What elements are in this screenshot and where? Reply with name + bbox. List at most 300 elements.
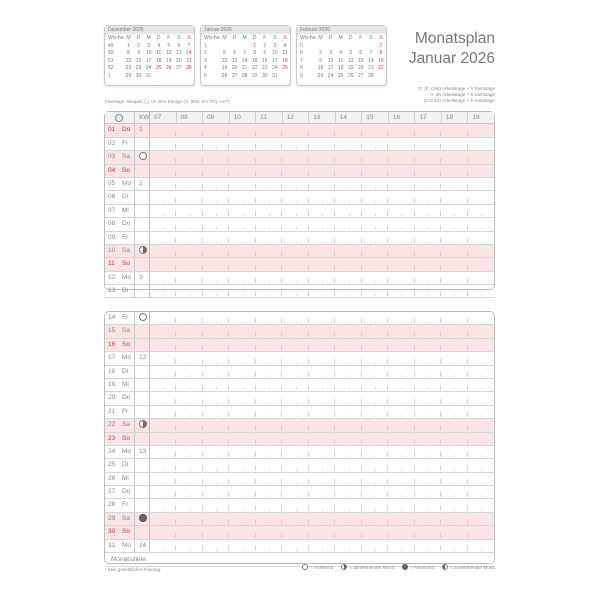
hour-slot[interactable] <box>176 339 202 351</box>
hour-slot[interactable] <box>203 526 229 538</box>
hour-slot[interactable] <box>229 419 255 431</box>
hour-slot[interactable] <box>362 258 388 270</box>
hour-slot[interactable] <box>441 419 467 431</box>
hour-slot[interactable] <box>229 165 255 177</box>
hour-slot[interactable] <box>335 285 361 297</box>
hour-slot[interactable] <box>309 191 335 203</box>
hour-slot[interactable] <box>362 232 388 244</box>
hour-slot[interactable] <box>335 232 361 244</box>
hour-slot[interactable] <box>441 446 467 458</box>
hour-slot[interactable] <box>176 165 202 177</box>
hour-slot[interactable] <box>282 312 308 324</box>
hour-slot[interactable] <box>388 486 414 498</box>
hour-slot[interactable] <box>229 312 255 324</box>
hour-slot[interactable] <box>229 392 255 404</box>
day-row[interactable] <box>105 540 494 553</box>
hour-slot[interactable] <box>309 499 335 511</box>
hour-slot[interactable] <box>150 540 176 552</box>
hour-slot[interactable] <box>362 339 388 351</box>
hour-slot[interactable] <box>176 459 202 471</box>
day-row[interactable] <box>105 218 494 231</box>
hour-slot[interactable] <box>282 366 308 378</box>
hour-slot[interactable] <box>388 526 414 538</box>
day-row[interactable] <box>105 124 494 137</box>
hour-slot[interactable] <box>282 285 308 297</box>
hour-slot[interactable] <box>203 218 229 230</box>
hour-slot[interactable] <box>415 392 441 404</box>
hour-slot[interactable] <box>282 352 308 364</box>
hour-slot[interactable] <box>282 165 308 177</box>
hour-slot[interactable] <box>309 513 335 525</box>
day-row[interactable] <box>105 205 494 218</box>
hour-slots[interactable] <box>150 526 494 538</box>
hour-slots[interactable] <box>150 446 494 458</box>
hour-slot[interactable] <box>229 446 255 458</box>
hour-slot[interactable] <box>229 379 255 391</box>
hour-slot[interactable] <box>256 205 282 217</box>
hour-slot[interactable] <box>388 379 414 391</box>
hour-slot[interactable] <box>309 406 335 418</box>
hour-slot[interactable] <box>335 459 361 471</box>
hour-slot[interactable] <box>362 513 388 525</box>
hour-slot[interactable] <box>309 433 335 445</box>
hour-slot[interactable] <box>176 379 202 391</box>
hour-slot[interactable] <box>203 540 229 552</box>
hour-slot[interactable] <box>468 124 494 136</box>
hour-slot[interactable] <box>309 245 335 257</box>
hour-slots[interactable] <box>150 433 494 445</box>
hour-slot[interactable] <box>468 272 494 284</box>
hour-slot[interactable] <box>362 406 388 418</box>
hour-slot[interactable] <box>468 232 494 244</box>
day-row[interactable] <box>105 406 494 419</box>
hour-slot[interactable] <box>256 151 282 163</box>
hour-slot[interactable] <box>441 191 467 203</box>
hour-slot[interactable] <box>388 433 414 445</box>
hour-slot[interactable] <box>468 245 494 257</box>
day-row[interactable] <box>105 165 494 178</box>
hour-slot[interactable] <box>150 406 176 418</box>
hour-slot[interactable] <box>256 499 282 511</box>
hour-slot[interactable] <box>441 352 467 364</box>
hour-slots[interactable] <box>150 540 494 552</box>
hour-slot[interactable] <box>282 151 308 163</box>
hour-slot[interactable] <box>203 473 229 485</box>
hour-slot[interactable] <box>229 138 255 150</box>
hour-slot[interactable] <box>362 124 388 136</box>
hour-slot[interactable] <box>203 191 229 203</box>
day-row[interactable] <box>105 285 494 298</box>
hour-slot[interactable] <box>176 312 202 324</box>
hour-slot[interactable] <box>282 473 308 485</box>
day-row[interactable] <box>105 138 494 151</box>
hour-slot[interactable] <box>256 258 282 270</box>
hour-slot[interactable] <box>282 419 308 431</box>
hour-slot[interactable] <box>203 178 229 190</box>
hour-slot[interactable] <box>229 178 255 190</box>
hour-slot[interactable] <box>335 499 361 511</box>
hour-slot[interactable] <box>203 312 229 324</box>
hour-slot[interactable] <box>256 379 282 391</box>
hour-slot[interactable] <box>468 205 494 217</box>
hour-slot[interactable] <box>203 486 229 498</box>
day-row[interactable] <box>105 312 494 325</box>
hour-slot[interactable] <box>282 526 308 538</box>
hour-slot[interactable] <box>229 325 255 337</box>
hour-slot[interactable] <box>309 138 335 150</box>
hour-slot[interactable] <box>441 312 467 324</box>
hour-slot[interactable] <box>150 379 176 391</box>
hour-slot[interactable] <box>256 272 282 284</box>
hour-slots[interactable] <box>150 499 494 511</box>
hour-slot[interactable] <box>362 312 388 324</box>
hour-slot[interactable] <box>282 433 308 445</box>
hour-slot[interactable] <box>176 366 202 378</box>
hour-slot[interactable] <box>150 486 176 498</box>
hour-slot[interactable] <box>362 178 388 190</box>
hour-slot[interactable] <box>468 473 494 485</box>
day-row[interactable] <box>105 178 494 191</box>
hour-slot[interactable] <box>388 165 414 177</box>
hour-slot[interactable] <box>441 232 467 244</box>
hour-slot[interactable] <box>229 499 255 511</box>
hour-slot[interactable] <box>441 499 467 511</box>
hour-slot[interactable] <box>388 258 414 270</box>
hour-slot[interactable] <box>256 191 282 203</box>
hour-slot[interactable] <box>441 366 467 378</box>
hour-slot[interactable] <box>150 124 176 136</box>
day-row[interactable] <box>105 232 494 245</box>
hour-slot[interactable] <box>150 392 176 404</box>
hour-slot[interactable] <box>362 499 388 511</box>
hour-slot[interactable] <box>468 285 494 297</box>
hour-slot[interactable] <box>309 312 335 324</box>
hour-slot[interactable] <box>282 138 308 150</box>
hour-slot[interactable] <box>335 540 361 552</box>
hour-slots[interactable] <box>150 459 494 471</box>
hour-slot[interactable] <box>229 151 255 163</box>
hour-slot[interactable] <box>441 151 467 163</box>
hour-slot[interactable] <box>388 392 414 404</box>
hour-slots[interactable] <box>150 258 494 270</box>
hour-slot[interactable] <box>256 459 282 471</box>
hour-slot[interactable] <box>441 379 467 391</box>
hour-slot[interactable] <box>468 178 494 190</box>
hour-slot[interactable] <box>468 258 494 270</box>
hour-slot[interactable] <box>309 446 335 458</box>
hour-slot[interactable] <box>256 138 282 150</box>
hour-slot[interactable] <box>309 178 335 190</box>
hour-slot[interactable] <box>229 473 255 485</box>
hour-slot[interactable] <box>256 218 282 230</box>
hour-slot[interactable] <box>256 513 282 525</box>
hour-slot[interactable] <box>282 339 308 351</box>
hour-slot[interactable] <box>176 218 202 230</box>
hour-slot[interactable] <box>229 459 255 471</box>
hour-slot[interactable] <box>335 205 361 217</box>
hour-slot[interactable] <box>415 205 441 217</box>
hour-slot[interactable] <box>150 526 176 538</box>
hour-slot[interactable] <box>441 218 467 230</box>
hour-slot[interactable] <box>415 138 441 150</box>
hour-slot[interactable] <box>229 272 255 284</box>
hour-slot[interactable] <box>150 151 176 163</box>
hour-slot[interactable] <box>150 285 176 297</box>
day-row[interactable] <box>105 325 494 338</box>
hour-slot[interactable] <box>282 486 308 498</box>
hour-slot[interactable] <box>150 232 176 244</box>
hour-slot[interactable] <box>468 526 494 538</box>
hour-slot[interactable] <box>203 366 229 378</box>
hour-slot[interactable] <box>282 325 308 337</box>
hour-slot[interactable] <box>441 486 467 498</box>
hour-slot[interactable] <box>150 138 176 150</box>
hour-slot[interactable] <box>176 178 202 190</box>
hour-slot[interactable] <box>256 339 282 351</box>
day-row[interactable] <box>105 473 494 486</box>
hour-slot[interactable] <box>176 245 202 257</box>
day-row[interactable] <box>105 366 494 379</box>
hour-slots[interactable] <box>150 232 494 244</box>
hour-slot[interactable] <box>256 366 282 378</box>
hour-slot[interactable] <box>176 433 202 445</box>
hour-slot[interactable] <box>468 366 494 378</box>
hour-slot[interactable] <box>309 339 335 351</box>
hour-slot[interactable] <box>203 258 229 270</box>
hour-slot[interactable] <box>468 486 494 498</box>
hour-slots[interactable] <box>150 178 494 190</box>
hour-slot[interactable] <box>176 232 202 244</box>
hour-slot[interactable] <box>309 473 335 485</box>
hour-slot[interactable] <box>362 352 388 364</box>
hour-slot[interactable] <box>203 151 229 163</box>
hour-slot[interactable] <box>282 178 308 190</box>
hour-slot[interactable] <box>468 339 494 351</box>
hour-slot[interactable] <box>415 366 441 378</box>
hour-slot[interactable] <box>256 433 282 445</box>
hour-slot[interactable] <box>335 366 361 378</box>
hour-slot[interactable] <box>362 433 388 445</box>
hour-slot[interactable] <box>256 392 282 404</box>
hour-slots[interactable] <box>150 419 494 431</box>
hour-slots[interactable] <box>150 379 494 391</box>
hour-slot[interactable] <box>282 191 308 203</box>
hour-slot[interactable] <box>150 352 176 364</box>
hour-slot[interactable] <box>309 124 335 136</box>
hour-slot[interactable] <box>468 446 494 458</box>
hour-slot[interactable] <box>468 433 494 445</box>
hour-slot[interactable] <box>335 165 361 177</box>
hour-slot[interactable] <box>335 272 361 284</box>
hour-slot[interactable] <box>176 352 202 364</box>
hour-slot[interactable] <box>468 379 494 391</box>
hour-slot[interactable] <box>468 191 494 203</box>
hour-slot[interactable] <box>282 540 308 552</box>
hour-slot[interactable] <box>415 446 441 458</box>
hour-slot[interactable] <box>362 272 388 284</box>
hour-slot[interactable] <box>203 285 229 297</box>
hour-slot[interactable] <box>203 165 229 177</box>
hour-slot[interactable] <box>468 459 494 471</box>
hour-slot[interactable] <box>335 138 361 150</box>
hour-slot[interactable] <box>415 325 441 337</box>
hour-slot[interactable] <box>229 352 255 364</box>
hour-slot[interactable] <box>150 245 176 257</box>
day-row[interactable] <box>105 433 494 446</box>
hour-slot[interactable] <box>150 459 176 471</box>
hour-slot[interactable] <box>229 205 255 217</box>
hour-slot[interactable] <box>335 339 361 351</box>
hour-slot[interactable] <box>203 499 229 511</box>
hour-slot[interactable] <box>415 218 441 230</box>
hour-slot[interactable] <box>362 151 388 163</box>
hour-slot[interactable] <box>362 165 388 177</box>
hour-slot[interactable] <box>415 165 441 177</box>
hour-slots[interactable] <box>150 473 494 485</box>
hour-slot[interactable] <box>441 473 467 485</box>
hour-slot[interactable] <box>335 406 361 418</box>
hour-slot[interactable] <box>203 392 229 404</box>
hour-slot[interactable] <box>176 513 202 525</box>
day-row[interactable] <box>105 459 494 472</box>
hour-slot[interactable] <box>468 392 494 404</box>
hour-slot[interactable] <box>388 285 414 297</box>
hour-slot[interactable] <box>309 165 335 177</box>
hour-slots[interactable] <box>150 325 494 337</box>
hour-slot[interactable] <box>335 124 361 136</box>
hour-slot[interactable] <box>388 191 414 203</box>
hour-slot[interactable] <box>415 312 441 324</box>
hour-slot[interactable] <box>415 473 441 485</box>
hour-slot[interactable] <box>309 392 335 404</box>
day-row[interactable] <box>105 272 494 285</box>
hour-slot[interactable] <box>203 379 229 391</box>
hour-slot[interactable] <box>203 513 229 525</box>
hour-slot[interactable] <box>441 285 467 297</box>
hour-slot[interactable] <box>388 406 414 418</box>
hour-slot[interactable] <box>150 165 176 177</box>
hour-slot[interactable] <box>441 178 467 190</box>
hour-slot[interactable] <box>388 232 414 244</box>
hour-slot[interactable] <box>150 218 176 230</box>
hour-slot[interactable] <box>388 138 414 150</box>
hour-slots[interactable] <box>150 205 494 217</box>
hour-slot[interactable] <box>388 499 414 511</box>
hour-slot[interactable] <box>415 258 441 270</box>
hour-slot[interactable] <box>282 446 308 458</box>
hour-slot[interactable] <box>468 406 494 418</box>
hour-slot[interactable] <box>256 165 282 177</box>
hour-slot[interactable] <box>415 245 441 257</box>
hour-slot[interactable] <box>362 419 388 431</box>
hour-slot[interactable] <box>415 513 441 525</box>
hour-slot[interactable] <box>388 459 414 471</box>
hour-slots[interactable] <box>150 218 494 230</box>
hour-slot[interactable] <box>256 526 282 538</box>
hour-slot[interactable] <box>229 406 255 418</box>
hour-slot[interactable] <box>441 540 467 552</box>
day-row[interactable] <box>105 339 494 352</box>
hour-slot[interactable] <box>309 272 335 284</box>
day-row[interactable] <box>105 526 494 539</box>
hour-slot[interactable] <box>335 446 361 458</box>
hour-slot[interactable] <box>468 352 494 364</box>
hour-slot[interactable] <box>150 272 176 284</box>
hour-slot[interactable] <box>256 446 282 458</box>
hour-slot[interactable] <box>176 151 202 163</box>
hour-slot[interactable] <box>335 513 361 525</box>
hour-slot[interactable] <box>282 513 308 525</box>
hour-slots[interactable] <box>150 165 494 177</box>
hour-slot[interactable] <box>335 245 361 257</box>
hour-slot[interactable] <box>335 352 361 364</box>
hour-slot[interactable] <box>309 459 335 471</box>
hour-slot[interactable] <box>335 191 361 203</box>
hour-slot[interactable] <box>229 124 255 136</box>
hour-slot[interactable] <box>282 245 308 257</box>
hour-slot[interactable] <box>309 540 335 552</box>
hour-slot[interactable] <box>362 526 388 538</box>
hour-slots[interactable] <box>150 285 494 297</box>
hour-slot[interactable] <box>176 499 202 511</box>
hour-slot[interactable] <box>203 419 229 431</box>
hour-slot[interactable] <box>309 285 335 297</box>
day-row[interactable] <box>105 419 494 432</box>
hour-slot[interactable] <box>441 205 467 217</box>
hour-slot[interactable] <box>335 258 361 270</box>
hour-slot[interactable] <box>150 325 176 337</box>
hour-slot[interactable] <box>176 258 202 270</box>
hour-slots[interactable] <box>150 272 494 284</box>
hour-slot[interactable] <box>468 138 494 150</box>
hour-slot[interactable] <box>415 272 441 284</box>
hour-slots[interactable] <box>150 124 494 136</box>
hour-slot[interactable] <box>388 366 414 378</box>
hour-slot[interactable] <box>203 446 229 458</box>
hour-slot[interactable] <box>362 473 388 485</box>
hour-slot[interactable] <box>229 513 255 525</box>
hour-slot[interactable] <box>229 285 255 297</box>
hour-slot[interactable] <box>282 218 308 230</box>
hour-slot[interactable] <box>468 151 494 163</box>
hour-slot[interactable] <box>176 191 202 203</box>
hour-slot[interactable] <box>282 232 308 244</box>
day-row[interactable] <box>105 379 494 392</box>
hour-slot[interactable] <box>309 526 335 538</box>
hour-slots[interactable] <box>150 191 494 203</box>
hour-slot[interactable] <box>468 419 494 431</box>
day-row[interactable] <box>105 151 494 164</box>
hour-slot[interactable] <box>176 526 202 538</box>
hour-slot[interactable] <box>335 473 361 485</box>
hour-slot[interactable] <box>441 433 467 445</box>
hour-slot[interactable] <box>335 151 361 163</box>
hour-slot[interactable] <box>415 526 441 538</box>
hour-slots[interactable] <box>150 151 494 163</box>
hour-slot[interactable] <box>203 459 229 471</box>
hour-slot[interactable] <box>150 473 176 485</box>
hour-slot[interactable] <box>441 526 467 538</box>
hour-slot[interactable] <box>441 392 467 404</box>
hour-slot[interactable] <box>203 272 229 284</box>
hour-slot[interactable] <box>441 406 467 418</box>
hour-slot[interactable] <box>415 178 441 190</box>
hour-slot[interactable] <box>282 392 308 404</box>
hour-slot[interactable] <box>309 218 335 230</box>
hour-slot[interactable] <box>176 325 202 337</box>
hour-slot[interactable] <box>176 419 202 431</box>
hour-slot[interactable] <box>362 138 388 150</box>
